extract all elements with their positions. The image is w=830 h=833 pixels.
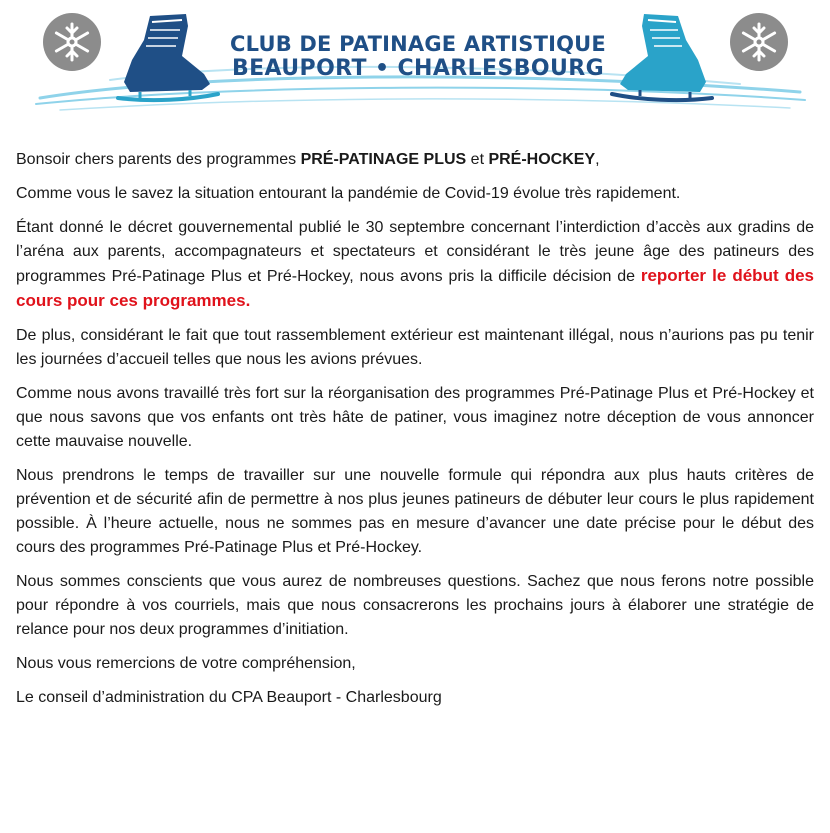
- paragraph-thanks: Nous vous remercions de votre compréhension,: [16, 655, 356, 672]
- club-title-line1: CLUB DE PATINAGE ARTISTIQUE: [230, 32, 606, 56]
- skate-left-icon: [118, 14, 218, 100]
- paragraph-questions: Nous sommes conscients que vous aurez de nombreuses questions. Sachez que nous ferons notre possible pour répondre à vos courriels, mais que nous consacrerons les prochains jours à élaborer une stratégie de relance pour nos deux programmes d’initiation.: [16, 573, 814, 638]
- paragraph-situation: Comme vous le savez la situation entourant la pandémie de Covid-19 évolue très rapidement.: [16, 185, 681, 202]
- snowflake-right-icon: [730, 13, 788, 71]
- greeting-prefix: Bonsoir chers parents des programmes: [16, 151, 301, 168]
- snowflake-left-icon: [43, 13, 101, 71]
- club-title-line2: BEAUPORT • CHARLESBOURG: [231, 56, 605, 81]
- paragraph-decision: [16, 216, 814, 314]
- program-name-pre-patinage: PRÉ-PATINAGE PLUS: [300, 151, 467, 168]
- greeting-conjunction: et: [466, 151, 489, 168]
- greeting: [16, 148, 814, 172]
- paragraph-reorganisation: Comme nous avons travaillé très fort sur la réorganisation des programmes Pré-Patinage Plus et Pré-Hockey et que nous savons que vos enfants ont très hâte de patiner, vous imaginez notre déception de vous annoncer cette mauvaise nouvelle.: [16, 385, 814, 450]
- club-header: [0, 0, 830, 128]
- postponement-highlight: reporter le début des cours pour ces programmes.: [16, 266, 814, 310]
- greeting-suffix: ,: [595, 151, 600, 168]
- signature: Le conseil d’administration du CPA Beauport - Charlesbourg: [16, 689, 442, 706]
- paragraph-new-formula: Nous prendrons le temps de travailler sur une nouvelle formule qui répondra aux plus hauts critères de prévention et de sécurité afin de permettre à nos plus jeunes patineurs de débuter leur cours le plus rapidement possible. À l’heure actuelle, nous ne sommes pas en mesure d’avancer une date précise pour le début des cours des programmes Pré-Patinage Plus et Pré-Hockey.: [16, 467, 814, 556]
- club-title: [212, 34, 624, 80]
- paragraph-gatherings: De plus, considérant le fait que tout rassemblement extérieur est maintenant illégal, nous n’aurions pas pu tenir les journées d’accueil telles que nous les avions prévues.: [16, 327, 814, 368]
- program-name-pre-hockey: PRÉ-HOCKEY: [488, 151, 596, 168]
- paragraph-decision-text: Étant donné le décret gouvernemental publié le 30 septembre concernant l’interdiction d’accès aux gradins de l’aréna aux parents, accompagnateurs et spectateurs et considérant le très jeune âge des patineurs des programmes Pré-Patinage Plus et Pré-Hockey, nous avons pris la difficile décision de: [16, 219, 814, 285]
- skate-right-icon: [612, 14, 712, 100]
- letter-body: [16, 148, 814, 720]
